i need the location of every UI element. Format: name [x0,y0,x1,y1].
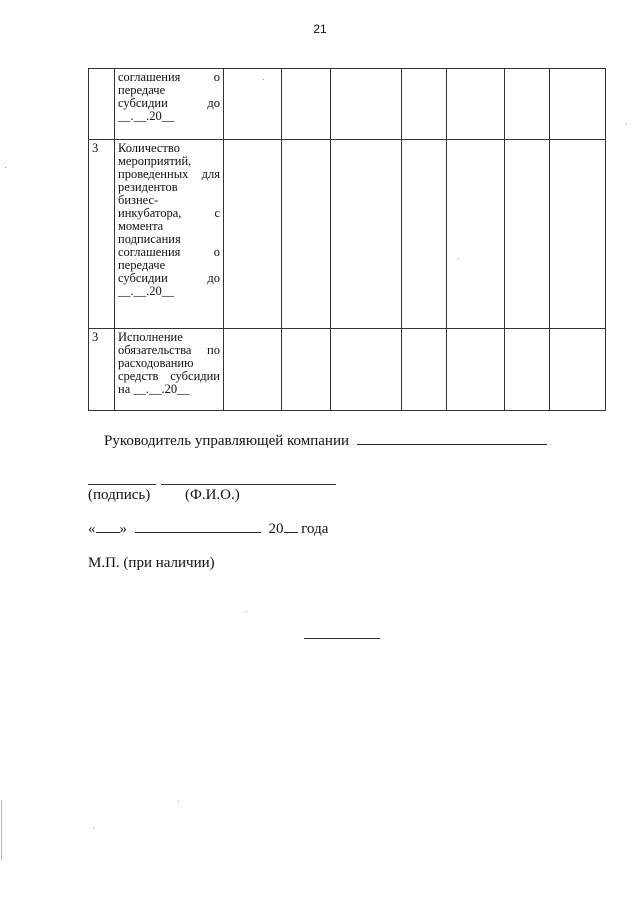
indicator-word: передаче [118,258,166,272]
scan-edge-mark [1,800,2,860]
value-cell[interactable] [550,329,606,411]
indicator-word: до [207,271,220,285]
value-cell[interactable] [282,69,331,140]
indicator-word: соглашения [118,245,181,259]
signature-blank[interactable] [88,484,156,485]
indicator-word: до [207,96,220,110]
indicator-word: Исполнение [118,330,183,344]
indicator-word: Количество [118,141,180,155]
indicator-word: соглашения [118,70,181,84]
indicator-word: мероприятий, [118,154,192,168]
indicator-text-line [118,383,220,396]
indicator-word: передаче [118,83,166,97]
stamp-label: М.П. (при наличии) [88,555,215,571]
value-cell[interactable] [224,140,282,329]
value-cell[interactable] [224,69,282,140]
date-line [88,521,328,538]
indicator-word: инкубатора, [118,206,182,220]
indicator-word: субсидии [118,96,168,110]
year-suffix: года [301,521,329,537]
value-cell[interactable] [447,329,505,411]
indicator-word: для [201,167,220,181]
manager-line [104,433,547,450]
scan-speck [246,611,247,612]
value-cell[interactable] [282,329,331,411]
value-cell[interactable] [331,329,402,411]
value-cell[interactable] [505,329,550,411]
row-number-cell: 3 [89,329,115,411]
table-row [89,69,606,140]
end-divider [304,638,380,639]
scan-speck [93,828,94,829]
indicator-cell [115,140,224,329]
report-table [88,68,606,411]
indicator-word: субсидии [170,369,220,383]
scan-speck [178,801,179,802]
indicator-cell [115,329,224,411]
scan-speck [626,124,627,125]
value-cell[interactable] [550,69,606,140]
indicator-word: по [207,343,220,357]
year-blank[interactable] [284,532,298,533]
fio-label: (Ф.И.О.) [185,487,240,503]
indicator-word: момента [118,219,164,233]
value-cell[interactable] [331,140,402,329]
date-open-quote: « [88,521,96,537]
value-cell[interactable] [402,329,447,411]
manager-name-blank[interactable] [357,444,547,445]
indicator-cell [115,69,224,140]
indicator-word: __.__.20__ [118,109,175,123]
table-row [89,140,606,329]
indicator-word: с [214,206,220,220]
date-close-quote: » [119,521,127,537]
indicator-word: средств [118,369,159,383]
day-blank[interactable] [96,532,120,533]
value-cell[interactable] [224,329,282,411]
fio-blank[interactable] [161,484,336,485]
indicator-word: расходованию [118,356,194,370]
value-cell[interactable] [505,69,550,140]
value-cell[interactable] [447,69,505,140]
indicator-word: подписания [118,232,181,246]
indicator-word: проведенных [118,167,189,181]
value-cell[interactable] [331,69,402,140]
scan-speck [263,79,264,80]
row-number-cell [89,69,115,140]
table-row [89,329,606,411]
value-cell[interactable] [282,140,331,329]
value-cell[interactable] [447,140,505,329]
indicator-word: обязательства [118,343,192,357]
value-cell[interactable] [402,69,447,140]
scan-speck [458,258,459,259]
indicator-word: о [213,245,220,259]
page-number: 21 [313,22,327,36]
indicator-text-line [118,110,220,123]
row-number-cell: 3 [89,140,115,329]
signature-label: (подпись) [88,487,151,503]
indicator-word: __.__.20__ [118,284,175,298]
year-prefix: 20 [268,521,284,537]
manager-label: Руководитель управляющей компании [104,433,350,449]
value-cell[interactable] [550,140,606,329]
indicator-word: о [213,70,220,84]
scan-speck [5,167,6,168]
value-cell[interactable] [505,140,550,329]
value-cell[interactable] [402,140,447,329]
indicator-word: резидентов [118,180,178,194]
indicator-word: субсидии [118,271,168,285]
indicator-text-line [118,285,220,298]
indicator-word: бизнес- [118,193,159,207]
indicator-word: на __.__.20__ [118,382,190,396]
month-blank[interactable] [135,532,261,533]
